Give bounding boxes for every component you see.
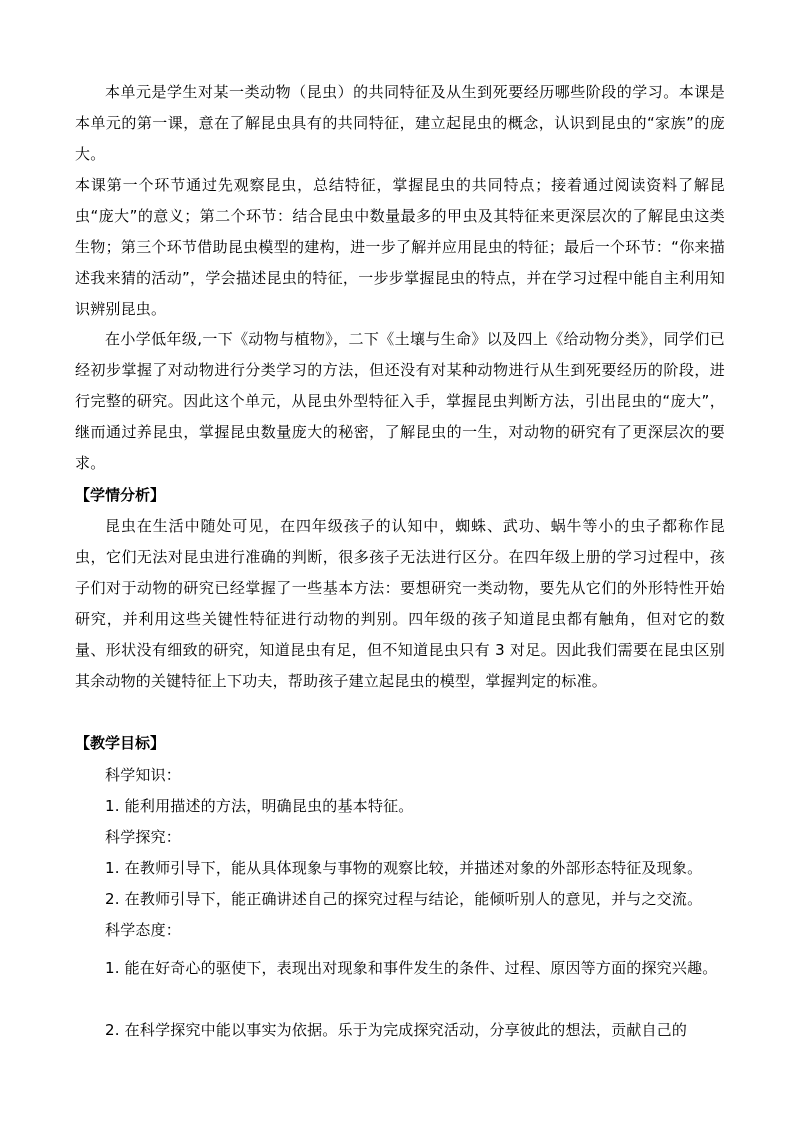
paragraph-student-analysis: 昆虫在生活中随处可见，在四年级孩子的认知中，蜘蛛、武功、蜗牛等小的虫子都称作昆虫，它们无法对昆虫进行准确的判断，很多孩子无法进行区分。在四年级上册的学习过程中，孩子们对于动物的研究已经掌握了一些基本方法：要想研究一类动物，要先从它们的外形特性开始研究，并利用这些关键性特征进行动物的判别。四年级的孩子知道昆虫都有触角，但对它的数量、形状没有细致的研究，知道昆虫有足，但不知道昆虫只有 3 对足。因此我们需要在昆虫区别其余动物的关键特征上下功夫，帮助孩子建立起昆虫的模型，掌握判定的标准。 xyxy=(75,517,725,690)
label-science-knowledge: 科学知识： xyxy=(105,766,182,784)
paragraph-prior-learning: 在小学低年级,一下《动物与植物》，二下《土壤与生命》以及四上《给动物分类》，同学们已经初步掌握了对动物进行分类学习的方法，但还没有对某种动物进行从生到死要经历的阶段，进行完整的研究。因此这个单元，从昆虫外型特征入手，掌握昆虫判断方法，引出昆虫的“庞大”，继而通过养昆虫，掌握昆虫数量庞大的秘密，了解昆虫的一生，对动物的研究有了更深层次的要求。 xyxy=(75,330,725,472)
label-science-inquiry: 科学探究： xyxy=(105,828,182,846)
paragraph-unit-intro: 本单元是学生对某一类动物（昆虫）的共同特征及从生到死要经历哪些阶段的学习。本课是本单元的第一课，意在了解昆虫具有的共同特征，建立起昆虫的概念，认识到昆虫的“家族”的庞大。 xyxy=(75,83,725,163)
goal-attitude-1: 1. 能在好奇心的驱使下，表现出对现象和事件发生的条件、过程、原因等方面的探究兴趣。 xyxy=(105,959,718,977)
goal-inquiry-2: 2. 在教师引导下，能正确讲述自己的探究过程与结论，能倾听别人的意见，并与之交流。 xyxy=(105,890,703,908)
heading-student-analysis: 【学情分析】 xyxy=(75,486,166,504)
goal-attitude-2: 2. 在科学探究中能以事实为依据。乐于为完成探究活动，分享彼此的想法，贡献自己的 xyxy=(105,1021,688,1039)
paragraph-lesson-steps: 本课第一个环节通过先观察昆虫，总结特征，掌握昆虫的共同特点；接着通过阅读资料了解昆虫“庞大”的意义；第二个环节：结合昆虫中数量最多的甲虫及其特征来更深层次的了解昆虫这类生物；第三个环节借助昆虫模型的建构，进一步了解并应用昆虫的特征；最后一个环节：“你来描述我来猜的活动”，学会描述昆虫的特征，一步步掌握昆虫的特点，并在学习过程中能自主利用知识辨别昆虫。 xyxy=(75,176,725,318)
goal-knowledge-1: 1. 能利用描述的方法，明确昆虫的基本特征。 xyxy=(105,797,414,815)
label-science-attitude: 科学态度： xyxy=(105,921,182,939)
goal-inquiry-1: 1. 在教师引导下，能从具体现象与事物的观察比较，并描述对象的外部形态特征及现象。 xyxy=(105,859,703,877)
heading-teaching-goals: 【教学目标】 xyxy=(75,734,166,752)
